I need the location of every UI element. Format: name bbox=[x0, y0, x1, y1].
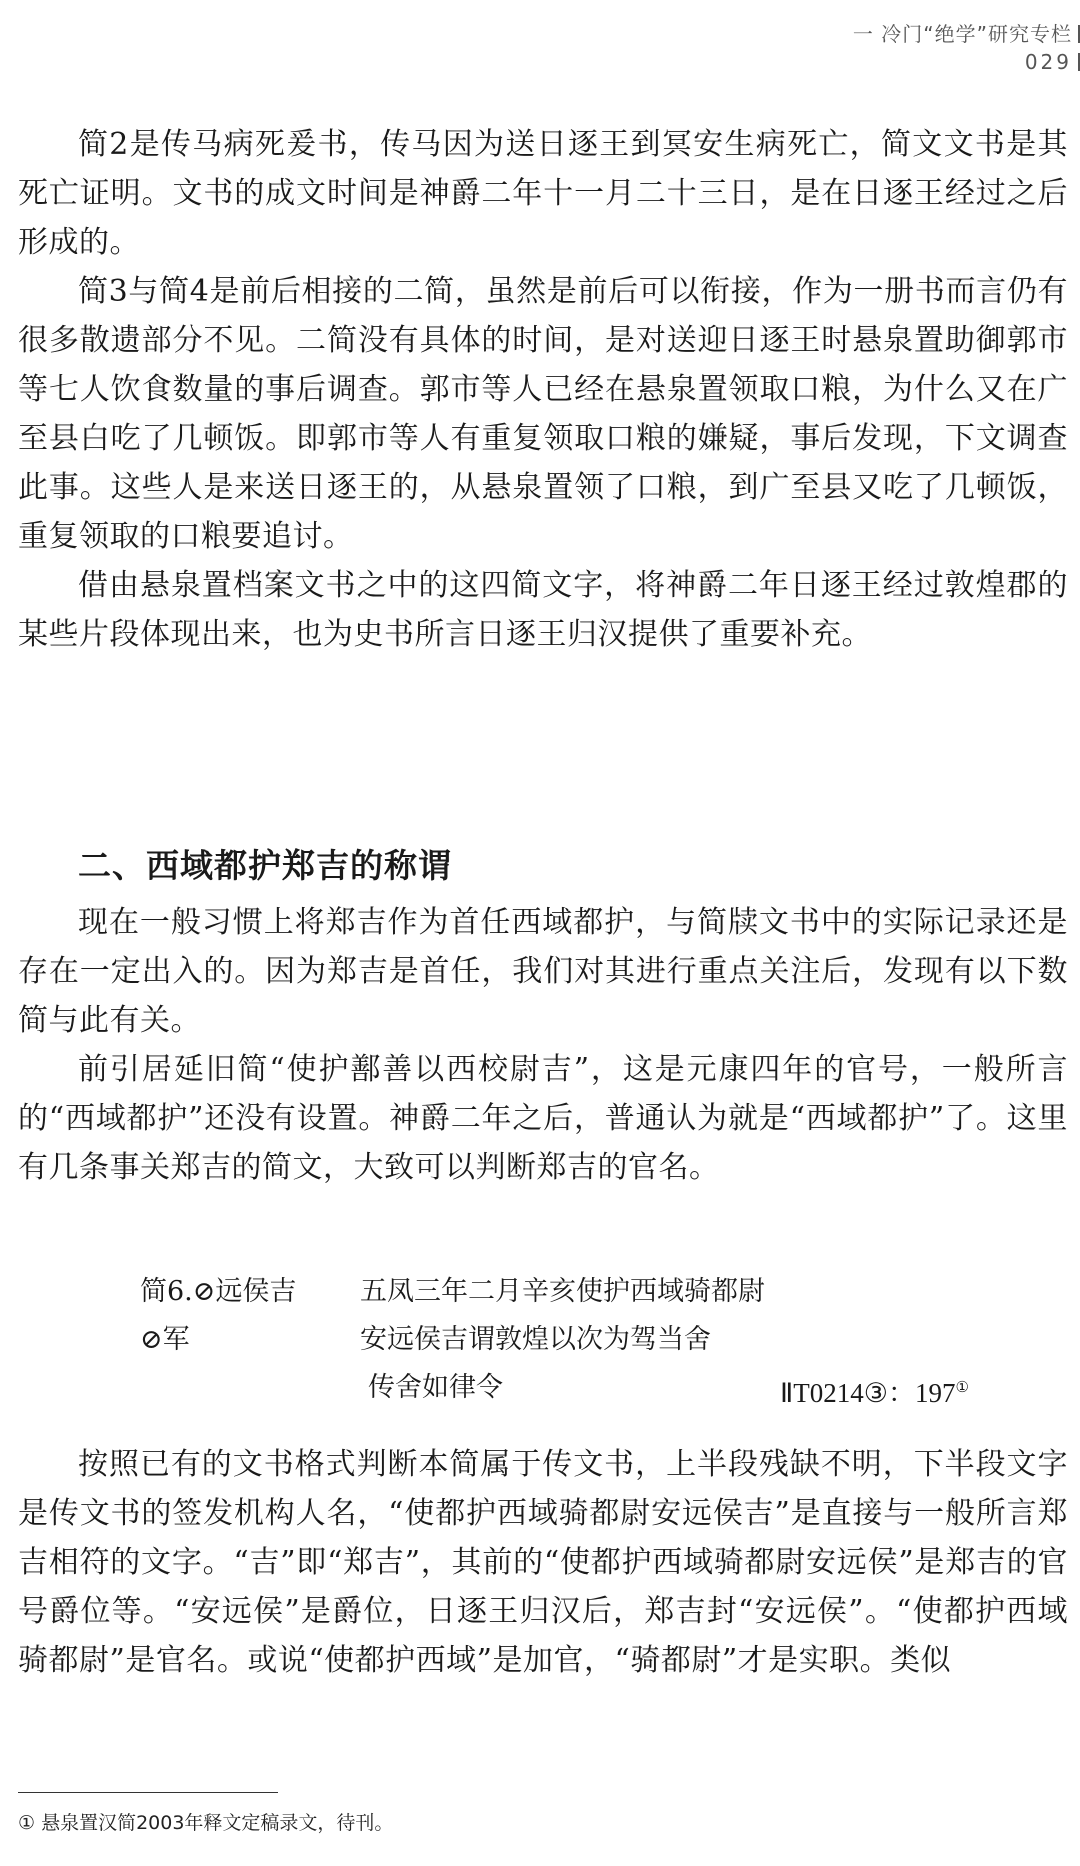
paragraph-5: 前引居延旧简“使护鄯善以西校尉吉”，这是元康四年的官号，一般所言的“西域都护”还没有设置。神爵二年之后，普通认为就是“西域都护”了。这里有几条事关郑吉的简文，大致可以判断郑吉的官名。 bbox=[18, 1052, 1068, 1185]
paragraph-6: 按照已有的文书格式判断本简属于传文书，上半段残缺不明，下半段文字是传文书的签发机构人名，“使都护西域骑都尉安远侯吉”是直接与一般所言郑吉相符的文字。“吉”即“郑吉”，其前的“使都护西域骑都尉安远侯”是郑吉的官号爵位等。“安远侯”是爵位，日逐王归汉后，郑吉封“安远侯”。“使都护西域骑都尉”是官名。或说“使都护西域”是加官，“骑都尉”才是实职。类似 bbox=[18, 1447, 1068, 1678]
slip-row-1-right: 五凤三年二月辛亥使护西域骑都尉 bbox=[360, 1276, 765, 1307]
page-number: 029 bbox=[1024, 50, 1072, 74]
paragraph-3: 借由悬泉置档案文书之中的这四简文字，将神爵二年日逐王经过敦煌郡的某些片段体现出来，也为史书所言日逐王归汉提供了重要补充。 bbox=[18, 568, 1068, 652]
section-heading: 二、西域都护郑吉的称谓 bbox=[78, 846, 452, 885]
slip-catalog-number bbox=[780, 1364, 969, 1417]
header-page-line bbox=[1025, 50, 1080, 74]
paragraph-2: 简3与简4是前后相接的二简，虽然是前后可以衔接，作为一册书而言仍有很多散遗部分不见。二简没有具体的时间，是对送迎日逐王时悬泉置助御郭市等七人饮食数量的事后调查。郭市等人已经在悬泉置领取口粮，为什么又在广至县白吃了几顿饭。即郭市等人有重复领取口粮的嫌疑，事后发现，下文调查此事。这些人是来送日逐王的，从悬泉置领了口粮，到广至县又吃了几顿饭，重复领取的口粮要追讨。 bbox=[18, 274, 1068, 554]
paragraph-4: 现在一般习惯上将郑吉作为首任西域都护，与简牍文书中的实际记录还是存在一定出入的。因为郑吉是首任，我们对其进行重点关注后，发现有以下数简与此有关。 bbox=[18, 905, 1068, 1038]
slip-row-1-left: 简6.⊘远侯吉 bbox=[140, 1276, 297, 1307]
header-section-line bbox=[853, 18, 1080, 47]
footnote-divider bbox=[18, 1792, 278, 1793]
footnote-marker: ① bbox=[955, 1380, 969, 1396]
body-text-middle bbox=[18, 898, 1068, 1192]
running-header bbox=[660, 18, 1080, 78]
slip-row-3-left: 传舍如律令 bbox=[368, 1372, 503, 1403]
slip-row-2-left: ⊘军 bbox=[140, 1324, 190, 1355]
footnote: ① 悬泉置汉简2003年释文定稿录文，待刊。 bbox=[18, 1812, 394, 1834]
paragraph-1: 简2是传马病死爰书，传马因为送日逐王到冥安生病死亡，简文文书是其死亡证明。文书的成文时间是神爵二年十一月二十三日，是在日逐王经过之后形成的。 bbox=[18, 127, 1068, 260]
slip-row-2-right: 安远侯吉谓敦煌以次为驾当舍 bbox=[360, 1324, 711, 1355]
header-section-title: 一 冷门“绝学”研究专栏 bbox=[852, 22, 1072, 46]
body-text-top bbox=[18, 120, 1068, 659]
slip-catalog-text: ⅡT0214③：197 bbox=[780, 1378, 956, 1408]
body-text-bottom bbox=[18, 1440, 1068, 1685]
